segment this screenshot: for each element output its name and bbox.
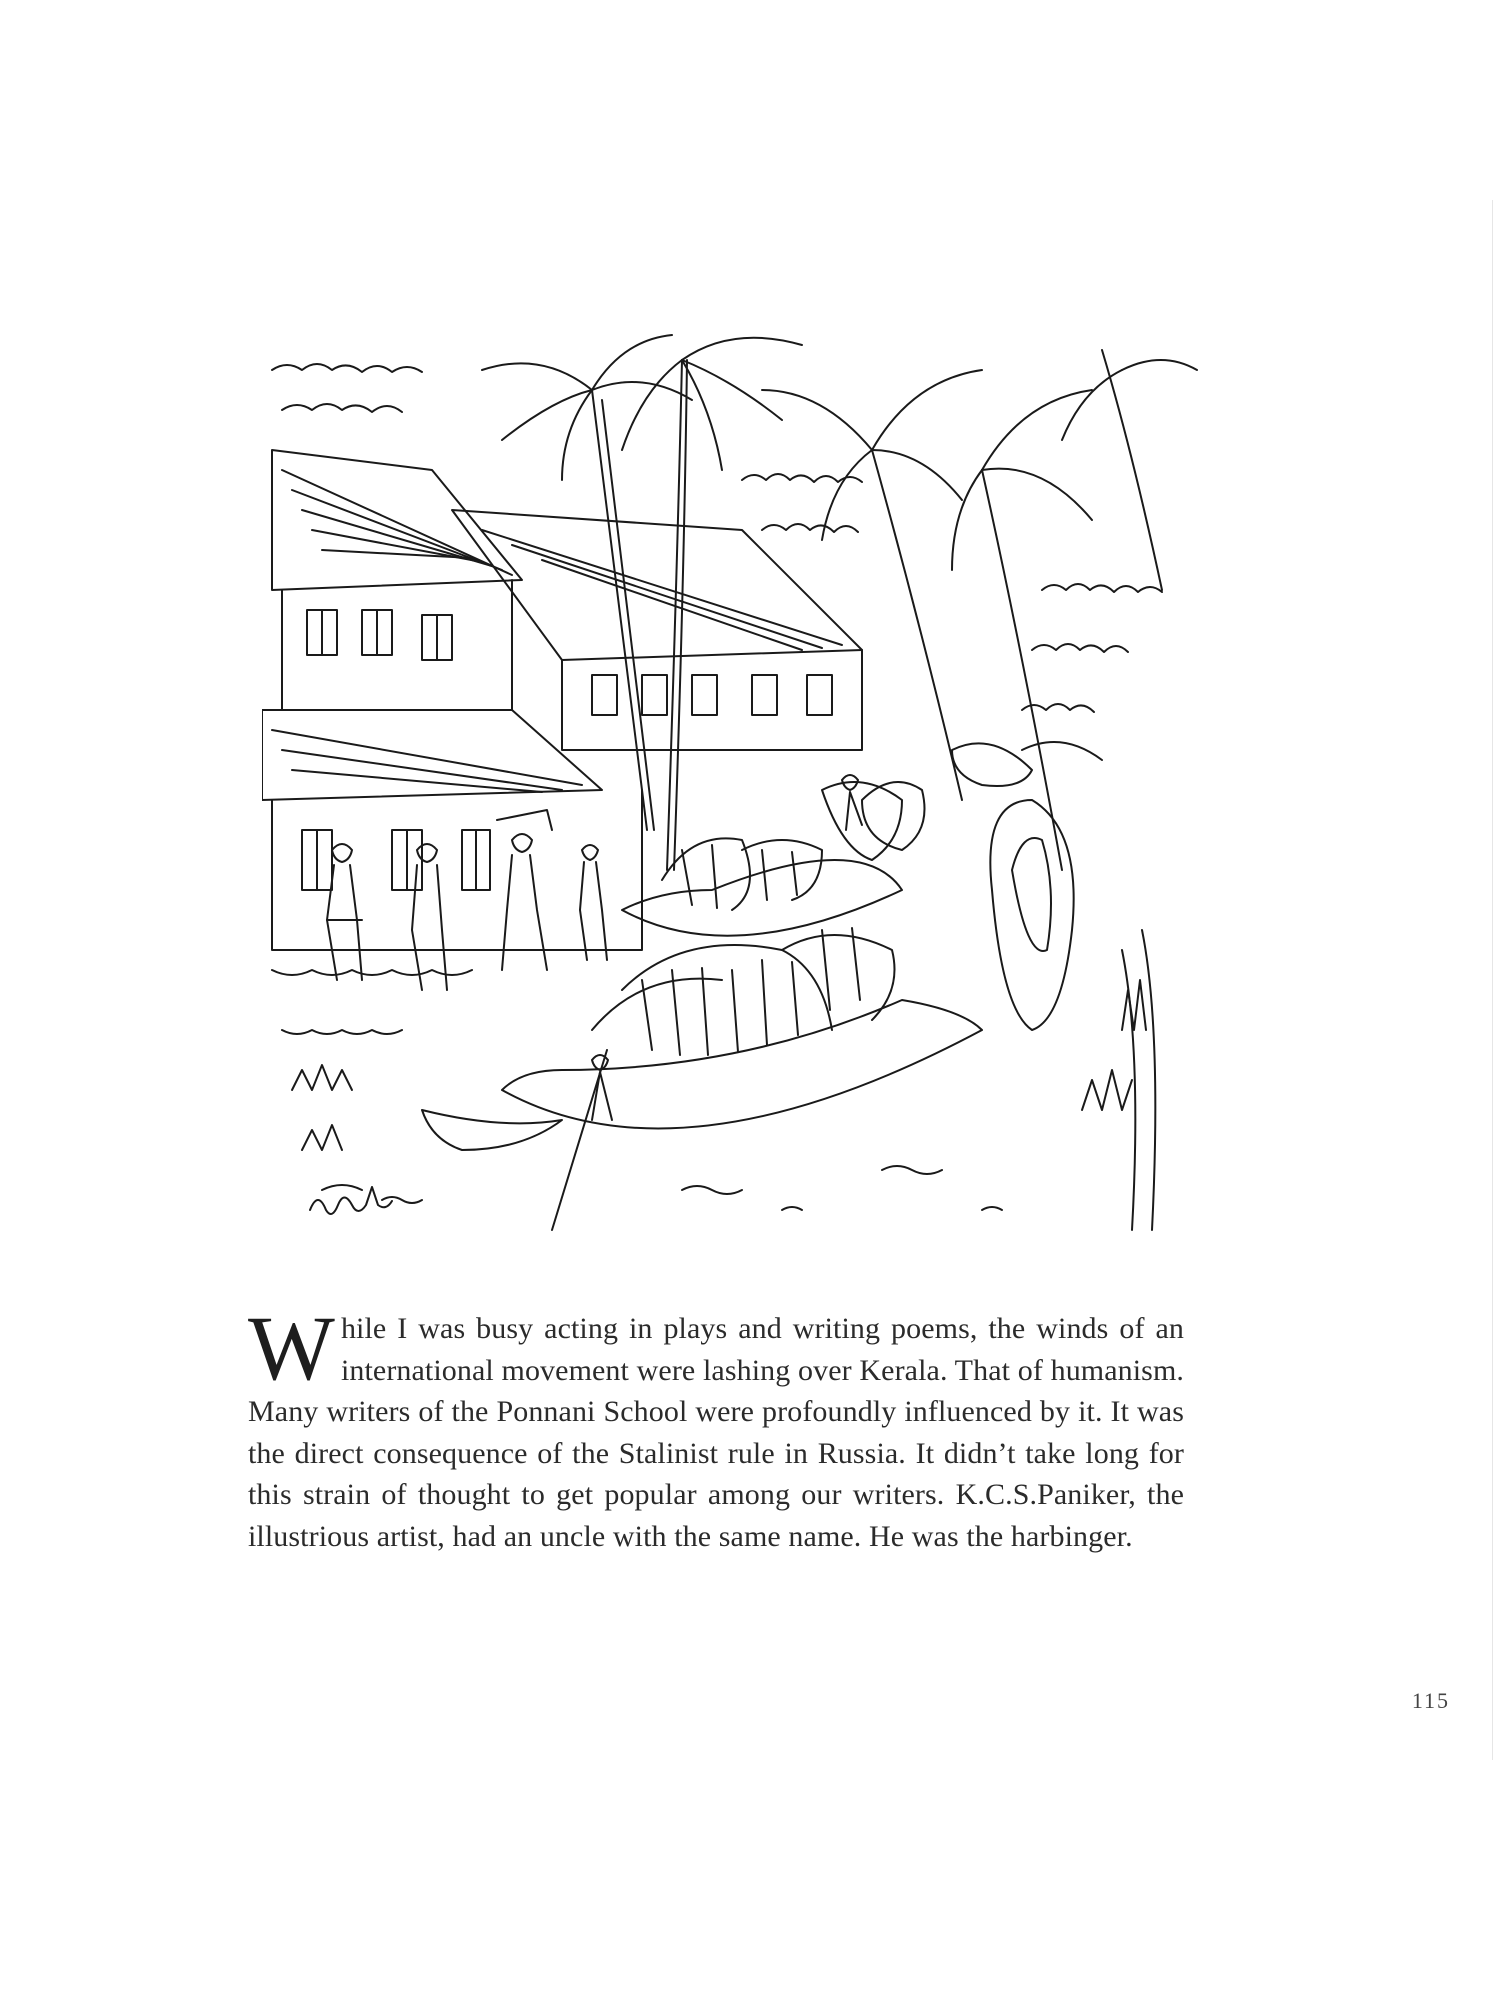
page-edge <box>1492 200 1493 1760</box>
paragraph-text: hile I was busy acting in plays and writing poems, the winds of an international movement were lashing over Kerala. That of humanism. Many writers of the Ponnani School were profoundly influenced by it. It was the direct consequence of the Stalinist rule in Russia. It didn’t take long for this strain of thought to get popular among our writers. K.C.S.Paniker, the illustrious artist, had an uncle with the same name. He was the harbinger. <box>248 1312 1184 1553</box>
body-paragraph <box>248 1297 1184 1557</box>
page-number: 115 <box>1411 1688 1450 1713</box>
drop-cap: W <box>248 1297 335 1399</box>
kerala-canal-sketch <box>262 330 1202 1248</box>
pen-sketch-illustration <box>262 330 1202 1248</box>
